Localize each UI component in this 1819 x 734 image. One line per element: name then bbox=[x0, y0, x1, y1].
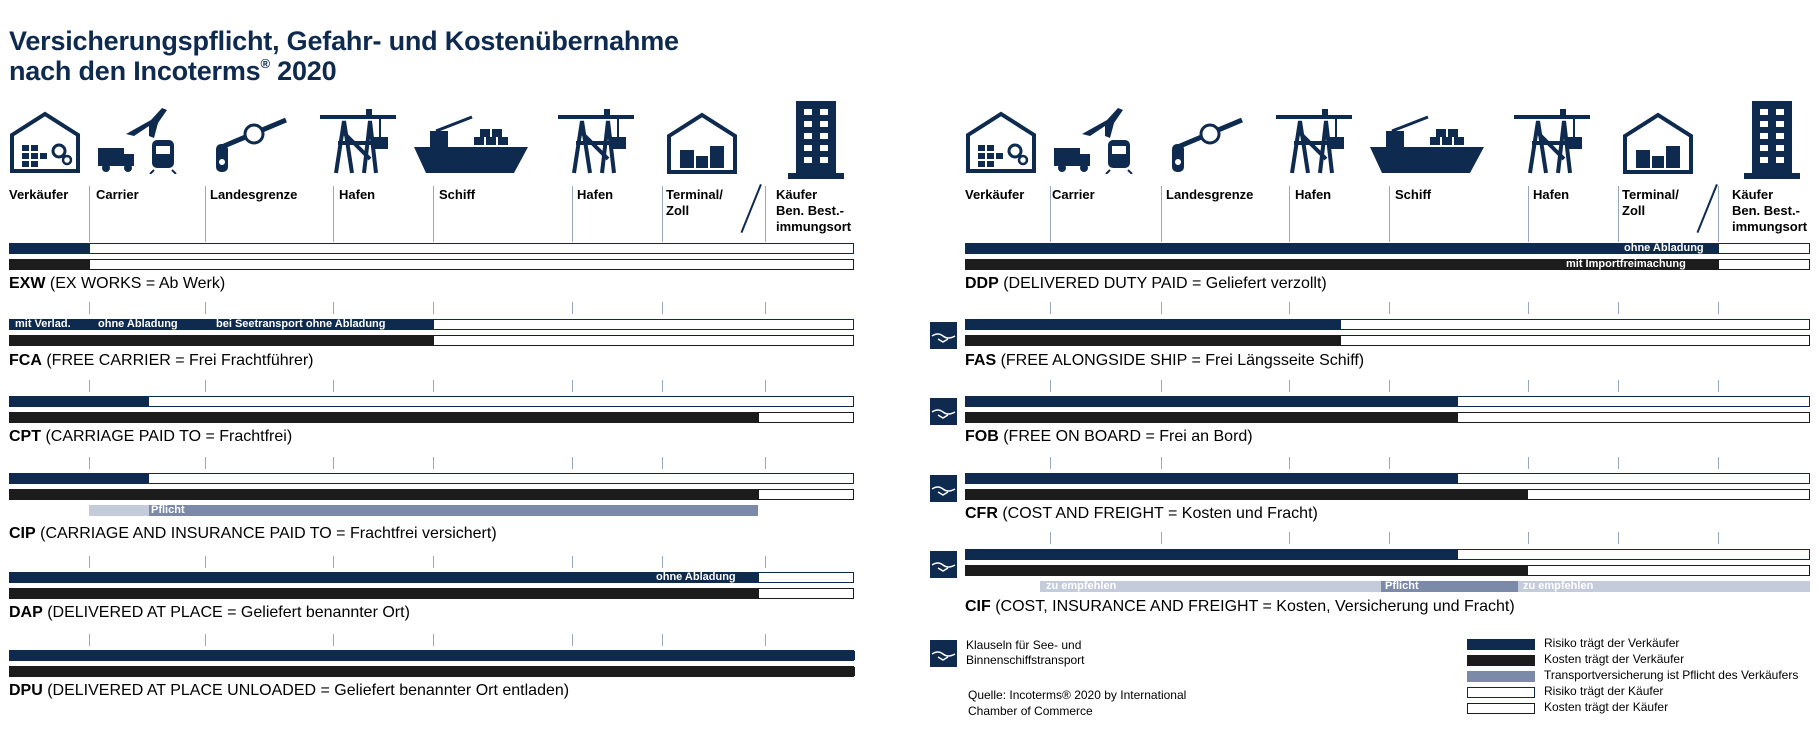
fob-risk-bar bbox=[965, 396, 1810, 407]
tick-dap-6 bbox=[662, 556, 663, 568]
cpt-risk-bar-fill bbox=[10, 397, 149, 406]
tick-cip-4 bbox=[433, 457, 434, 469]
column-divider-3 bbox=[1289, 186, 1290, 242]
fob-name: (FREE ON BOARD = Frei an Bord) bbox=[998, 428, 1253, 445]
exw-cost-bar-fill bbox=[10, 260, 90, 269]
tick-cip-6 bbox=[662, 457, 663, 469]
cpt-cost-bar bbox=[9, 412, 854, 423]
fca-cost-bar-fill bbox=[10, 336, 434, 345]
legend-label-cost-seller: Kosten trägt der Verkäufer bbox=[1544, 652, 1685, 666]
cif-name: (COST, INSURANCE AND FREIGHT = Kosten, Versicherung und Fracht) bbox=[990, 598, 1515, 615]
tick-fas-2 bbox=[1161, 302, 1162, 314]
tick-cpt-3 bbox=[333, 380, 334, 392]
cargo-ship-icon bbox=[412, 113, 530, 180]
tick-dap-7 bbox=[765, 556, 766, 568]
fca-term bbox=[9, 352, 314, 370]
column-divider-3 bbox=[333, 186, 334, 242]
legend-swatch-risk-buyer bbox=[1467, 687, 1535, 698]
tick-cfr-3 bbox=[1289, 457, 1290, 469]
port-crane-icon bbox=[1274, 103, 1354, 180]
tick-cfr-2 bbox=[1161, 457, 1162, 469]
tick-fas-1 bbox=[1050, 302, 1051, 314]
tick-cif-4 bbox=[1389, 532, 1390, 544]
tick-cfr-5 bbox=[1528, 457, 1529, 469]
exw-term bbox=[9, 275, 225, 293]
cip-insurance-light bbox=[89, 505, 149, 516]
cfr-code: CFR bbox=[965, 505, 998, 522]
tick-fob-2 bbox=[1161, 380, 1162, 392]
buyer-building-icon bbox=[786, 99, 846, 186]
cif-insurance-label-2: zu empfehlen bbox=[1523, 580, 1594, 592]
tick-cif-6 bbox=[1618, 532, 1619, 544]
column-label-1: Carrier bbox=[1052, 187, 1095, 202]
fca-code: FCA bbox=[9, 352, 42, 369]
tick-fob-3 bbox=[1289, 380, 1290, 392]
legend-swatch-cost-seller bbox=[1467, 655, 1535, 666]
column-label-1: Carrier bbox=[96, 187, 139, 202]
cfr-risk-bar bbox=[965, 473, 1810, 484]
cif-insurance-label-1: Pflicht bbox=[1385, 580, 1419, 592]
ddp-code: DDP bbox=[965, 275, 999, 292]
dap-term bbox=[9, 604, 410, 622]
dpu-risk-bar-fill bbox=[10, 651, 855, 660]
fca-risk-bar bbox=[9, 319, 854, 330]
fob-term bbox=[965, 428, 1253, 446]
border-barrier-icon bbox=[1170, 110, 1246, 177]
fas-cost-bar-fill bbox=[966, 336, 1341, 345]
cpt-name: (CARRIAGE PAID TO = Frachtfrei) bbox=[41, 428, 293, 445]
dap-risk-bar-fill bbox=[10, 573, 759, 582]
cip-insurance-bar bbox=[89, 505, 758, 516]
cfr-sea-icon bbox=[930, 475, 957, 502]
cif-risk-bar-fill bbox=[966, 550, 1458, 559]
cfr-term bbox=[965, 505, 1318, 523]
right-panel bbox=[956, 0, 1819, 734]
column-label-4: Schiff bbox=[1395, 187, 1432, 202]
tick-cif-3 bbox=[1289, 532, 1290, 544]
tick-fca-3 bbox=[333, 302, 334, 314]
fas-name: (FREE ALONGSIDE SHIP = Frei Längsseite Schiff) bbox=[996, 352, 1365, 369]
fca-cost-bar bbox=[9, 335, 854, 346]
tick-cif-5 bbox=[1528, 532, 1529, 544]
column-label-4: Schiff bbox=[439, 187, 476, 202]
buyer-building-icon bbox=[1742, 99, 1802, 186]
tick-cpt-1 bbox=[89, 380, 90, 392]
tick-dpu-7 bbox=[765, 634, 766, 646]
tick-cif-2 bbox=[1161, 532, 1162, 544]
port-crane-icon bbox=[1512, 103, 1592, 180]
fob-risk-bar-fill bbox=[966, 397, 1458, 406]
fob-cost-bar-fill bbox=[966, 413, 1458, 422]
column-divider-5 bbox=[572, 186, 573, 242]
tick-fob-7 bbox=[1718, 380, 1719, 392]
tick-dpu-4 bbox=[433, 634, 434, 646]
terminal-icon bbox=[1622, 112, 1694, 179]
fca-risk-label-0: mit Verlad. bbox=[15, 318, 71, 330]
dpu-cost-bar-fill bbox=[10, 667, 855, 676]
cip-name: (CARRIAGE AND INSURANCE PAID TO = Frachtfrei versichert) bbox=[35, 525, 497, 542]
plane-truck-train-icon bbox=[1052, 104, 1142, 179]
cfr-cost-bar-fill bbox=[966, 490, 1528, 499]
cfr-cost-bar bbox=[965, 489, 1810, 500]
cfr-risk-bar-fill bbox=[966, 474, 1458, 483]
cif-cost-bar-fill bbox=[966, 566, 1528, 575]
legend-swatch-risk-seller bbox=[1467, 639, 1535, 650]
column-label-7: Käufer Ben. Best.- immungsort bbox=[1732, 187, 1808, 234]
tick-cip-5 bbox=[572, 457, 573, 469]
fob-sea-icon bbox=[930, 398, 957, 425]
tick-cpt-7 bbox=[765, 380, 766, 392]
column-divider-2 bbox=[1161, 186, 1162, 242]
tick-dap-2 bbox=[205, 556, 206, 568]
fas-cost-bar bbox=[965, 335, 1810, 346]
tick-fob-6 bbox=[1618, 380, 1619, 392]
tick-dap-4 bbox=[433, 556, 434, 568]
tick-cip-7 bbox=[765, 457, 766, 469]
tick-cfr-7 bbox=[1718, 457, 1719, 469]
cip-insurance-required bbox=[149, 505, 758, 516]
column-divider-7 bbox=[1718, 186, 1719, 242]
legend-label-risk-seller: Risiko trägt der Verkäufer bbox=[1544, 636, 1680, 650]
cfr-name: (COST AND FREIGHT = Kosten und Fracht) bbox=[997, 505, 1318, 522]
tick-cpt-6 bbox=[662, 380, 663, 392]
fca-risk-label-2: bei Seetransport ohne Abladung bbox=[216, 318, 386, 330]
exw-code: EXW bbox=[9, 275, 46, 292]
cpt-term bbox=[9, 428, 292, 446]
fas-term bbox=[965, 352, 1364, 370]
column-divider-1 bbox=[1050, 186, 1051, 242]
tick-cif-1 bbox=[1050, 532, 1051, 544]
title-line-2: nach den Incoterms® 2020 bbox=[9, 56, 337, 86]
column-divider-4 bbox=[1389, 186, 1390, 242]
terminal-icon bbox=[666, 112, 738, 179]
tick-fca-4 bbox=[433, 302, 434, 314]
column-label-2: Landesgrenze bbox=[210, 187, 298, 202]
dpu-term bbox=[9, 682, 569, 700]
legend-swatch-insurance bbox=[1467, 671, 1535, 682]
dap-risk-bar bbox=[9, 572, 854, 583]
tick-fas-5 bbox=[1528, 302, 1529, 314]
tick-fob-5 bbox=[1528, 380, 1529, 392]
exw-cost-bar bbox=[9, 259, 854, 270]
column-divider-5 bbox=[1528, 186, 1529, 242]
tick-cpt-2 bbox=[205, 380, 206, 392]
legend-label-cost-buyer: Kosten trägt der Käufer bbox=[1544, 700, 1669, 714]
tick-dpu-5 bbox=[572, 634, 573, 646]
column-divider-2 bbox=[205, 186, 206, 242]
ddp-term bbox=[965, 275, 1327, 293]
fca-name: (FREE CARRIER = Frei Frachtführer) bbox=[41, 352, 314, 369]
border-barrier-icon bbox=[214, 110, 290, 177]
column-label-7: Käufer Ben. Best.- immungsort bbox=[776, 187, 852, 234]
cpt-code: CPT bbox=[9, 428, 41, 445]
tick-fob-4 bbox=[1389, 380, 1390, 392]
ddp-risk-bar bbox=[965, 243, 1810, 254]
tick-dap-5 bbox=[572, 556, 573, 568]
legend-label-risk-buyer: Risiko trägt der Käufer bbox=[1544, 684, 1664, 698]
tick-fca-2 bbox=[205, 302, 206, 314]
column-label-2: Landesgrenze bbox=[1166, 187, 1254, 202]
tick-dpu-3 bbox=[333, 634, 334, 646]
tick-fas-3 bbox=[1289, 302, 1290, 314]
warehouse-icon bbox=[965, 111, 1037, 178]
cip-code: CIP bbox=[9, 525, 36, 542]
sea-clause-label: Klauseln für See- und Binnenschiffstransport bbox=[966, 638, 1085, 667]
tick-fca-6 bbox=[662, 302, 663, 314]
fca-risk-label-1: ohne Abladung bbox=[98, 318, 178, 330]
port-crane-icon bbox=[318, 103, 398, 180]
column-label-0: Verkäufer bbox=[965, 187, 1025, 202]
tick-fob-1 bbox=[1050, 380, 1051, 392]
dap-cost-bar-fill bbox=[10, 589, 759, 598]
left-panel bbox=[0, 0, 860, 734]
port-crane-icon bbox=[556, 103, 636, 180]
tick-fas-7 bbox=[1718, 302, 1719, 314]
column-divider-6 bbox=[662, 186, 663, 242]
tick-dpu-6 bbox=[662, 634, 663, 646]
column-divider-7 bbox=[765, 186, 766, 242]
cif-insurance-label-0: zu empfehlen bbox=[1046, 580, 1117, 592]
cif-term bbox=[965, 598, 1515, 616]
tick-dpu-2 bbox=[205, 634, 206, 646]
fas-code: FAS bbox=[965, 352, 997, 369]
ddp-cost-label-0: mit Importfreimachung bbox=[1566, 258, 1686, 270]
tick-cip-3 bbox=[333, 457, 334, 469]
column-label-0: Verkäufer bbox=[9, 187, 69, 202]
tick-cip-1 bbox=[89, 457, 90, 469]
fob-code: FOB bbox=[965, 428, 999, 445]
tick-fca-5 bbox=[572, 302, 573, 314]
column-label-6: Terminal/ Zoll bbox=[666, 187, 723, 218]
cip-cost-bar bbox=[9, 489, 854, 500]
exw-risk-bar bbox=[9, 243, 854, 254]
cif-cost-bar bbox=[965, 565, 1810, 576]
source-line-1: Quelle: Incoterms® 2020 by International bbox=[968, 688, 1187, 702]
ddp-name: (DELIVERED DUTY PAID = Geliefert verzollt) bbox=[998, 275, 1327, 292]
cpt-risk-bar bbox=[9, 396, 854, 407]
tick-cpt-5 bbox=[572, 380, 573, 392]
column-label-5: Hafen bbox=[1533, 187, 1570, 202]
ddp-cost-bar bbox=[965, 259, 1810, 270]
tick-cif-7 bbox=[1718, 532, 1719, 544]
column-slash bbox=[741, 184, 762, 233]
column-divider-4 bbox=[433, 186, 434, 242]
cif-code: CIF bbox=[965, 598, 991, 615]
tick-cfr-6 bbox=[1618, 457, 1619, 469]
tick-fca-1 bbox=[89, 302, 90, 314]
tick-dap-1 bbox=[89, 556, 90, 568]
warehouse-icon bbox=[9, 111, 81, 178]
cip-term bbox=[9, 525, 497, 543]
plane-truck-train-icon bbox=[96, 104, 186, 179]
column-label-6: Terminal/ Zoll bbox=[1622, 187, 1679, 218]
title-line-1: Versicherungspflicht, Gefahr- und Kostenübernahme bbox=[9, 26, 679, 56]
legend-swatch-cost-buyer bbox=[1467, 703, 1535, 714]
dap-risk-label-0: ohne Abladung bbox=[656, 571, 736, 583]
cargo-ship-icon bbox=[1368, 113, 1486, 180]
cip-insurance-label: Pflicht bbox=[151, 504, 185, 516]
dap-name: (DELIVERED AT PLACE = Geliefert benannter Ort) bbox=[42, 604, 410, 621]
tick-dap-3 bbox=[333, 556, 334, 568]
cif-risk-bar bbox=[965, 549, 1810, 560]
cif-sea-icon bbox=[930, 551, 957, 578]
tick-cpt-4 bbox=[433, 380, 434, 392]
tick-cfr-4 bbox=[1389, 457, 1390, 469]
fas-sea-icon bbox=[930, 322, 957, 349]
column-divider-6 bbox=[1618, 186, 1619, 242]
tick-cfr-1 bbox=[1050, 457, 1051, 469]
fob-cost-bar bbox=[965, 412, 1810, 423]
tick-cip-2 bbox=[205, 457, 206, 469]
column-label-5: Hafen bbox=[577, 187, 614, 202]
cip-risk-bar bbox=[9, 473, 854, 484]
dap-code: DAP bbox=[9, 604, 43, 621]
exw-risk-bar-fill bbox=[10, 244, 90, 253]
source-line-2: Chamber of Commerce bbox=[968, 704, 1093, 718]
fas-risk-bar bbox=[965, 319, 1810, 330]
legend-label-insurance: Transportversicherung ist Pflicht des Verkäufers bbox=[1544, 668, 1799, 682]
sea-clause-icon bbox=[930, 640, 957, 667]
dpu-code: DPU bbox=[9, 682, 43, 699]
column-label-3: Hafen bbox=[1295, 187, 1332, 202]
dpu-cost-bar bbox=[9, 666, 854, 677]
column-label-3: Hafen bbox=[339, 187, 376, 202]
tick-fas-4 bbox=[1389, 302, 1390, 314]
cpt-cost-bar-fill bbox=[10, 413, 759, 422]
cip-risk-bar-fill bbox=[10, 474, 149, 483]
dpu-risk-bar bbox=[9, 650, 854, 661]
tick-dpu-1 bbox=[89, 634, 90, 646]
dap-cost-bar bbox=[9, 588, 854, 599]
ddp-risk-label-0: ohne Abladung bbox=[1624, 242, 1704, 254]
cif-insurance-bar bbox=[1040, 581, 1810, 592]
fas-risk-bar-fill bbox=[966, 320, 1341, 329]
dpu-name: (DELIVERED AT PLACE UNLOADED = Geliefert benannter Ort entladen) bbox=[42, 682, 570, 699]
tick-fas-6 bbox=[1618, 302, 1619, 314]
ddp-risk-bar-fill bbox=[966, 244, 1719, 253]
tick-fca-7 bbox=[765, 302, 766, 314]
exw-name: (EX WORKS = Ab Werk) bbox=[45, 275, 226, 292]
column-slash bbox=[1697, 184, 1718, 233]
column-divider-1 bbox=[89, 186, 90, 242]
cip-cost-bar-fill bbox=[10, 490, 759, 499]
